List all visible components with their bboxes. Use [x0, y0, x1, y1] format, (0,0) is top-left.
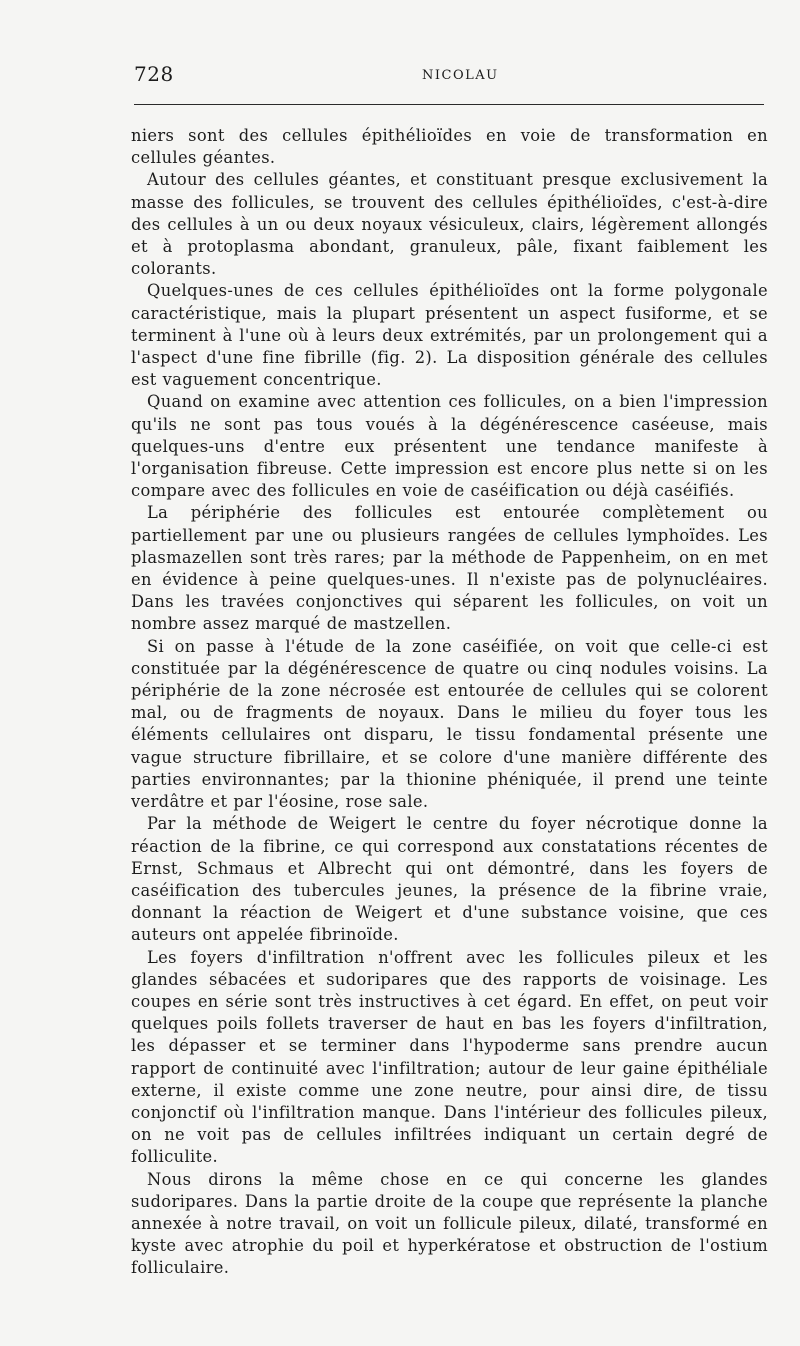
paragraph-5: La périphérie des follicules est entourée complètement ou partiellement par une ou plusieurs rangées de cellules lymphoïdes. Les plasmazellen sont très rares; par la méthode de Pappenheim, on en met en évidence à peine quelques-unes. Il n'existe pas de polynucléaires. Dans les travées conjonctives qui séparent les follicules, on voit un nombre assez marqué de mastzellen.: [131, 503, 768, 634]
page-number: 728: [134, 62, 174, 86]
paragraph-4: Quand on examine avec attention ces follicules, on a bien l'impression qu'ils ne sont pas tous voués à la dégénérescence caséeuse, mais quelques-uns d'entre eux présentent une tendance manifeste à l'organisation fibreuse. Cette impression est encore plus nette si on les compare avec des follicules en voie de caséification ou déjà caséifiés.: [131, 392, 768, 501]
header-rule: [134, 104, 764, 105]
running-head: NICOLAU: [422, 68, 499, 83]
paragraph-1: niers sont des cellules épithélioïdes en voie de transformation en cellules géantes.: [131, 126, 768, 168]
paragraph-3: Quelques-unes de ces cellules épithélioïdes ont la forme polygonale caractéristique, mais la plupart présentent un aspect fusiforme, et se terminent à l'une où à leurs deux extrémités, par un prolongement qui a l'aspect d'une fine fibrille (fig. 2). La disposition générale des cellules est vaguement concentrique.: [131, 281, 768, 390]
paragraph-7: Par la méthode de Weigert le centre du foyer nécrotique donne la réaction de la fibrine, ce qui correspond aux constatations récentes de Ernst, Schmaus et Albrecht qui ont démontré, dans les foyers de caséification des tubercules jeunes, la présence de la fibrine vraie, donnant la réaction de Weigert et d'une substance voisine, que ces auteurs ont appelée fibrinoïde.: [131, 814, 768, 945]
page-header: [134, 62, 764, 98]
paragraph-8: Les foyers d'infiltration n'offrent avec les follicules pileux et les glandes sébacées et sudoripares que des rapports de voisinage. Les coupes en série sont très instructives à cet égard. En effet, on peut voir quelques poils follets traverser de haut en bas les foyers d'infiltration, les dépasser et se terminer dans l'hypoderme sans prendre aucun rapport de continuité avec l'infiltration; autour de leur gaine épithéliale externe, il existe comme une zone neutre, pour ainsi dire, de tissu conjonctif où l'infiltration manque. Dans l'intérieur des follicules pileux, on ne voit pas de cellules infiltrées indiquant un certain degré de folliculite.: [131, 947, 768, 1167]
paragraph-2: Autour des cellules géantes, et constituant presque exclusivement la masse des follicules, se trouvent des cellules épithélioïdes, c'est-à-dire des cellules à un ou deux noyaux vésiculeux, clairs, légèrement allongés et à protoplasma abondant, granuleux, pâle, fixant faiblement les colorants.: [131, 170, 768, 279]
body-text: [131, 125, 768, 1280]
paragraph-9: Nous dirons la même chose en ce qui concerne les glandes sudoripares. Dans la partie droite de la coupe que représente la planche annexée à notre travail, on voit un follicule pileux, dilaté, transformé en kyste avec atrophie du poil et hyperkératose et obstruction de l'ostium folliculaire.: [131, 1169, 768, 1278]
paragraph-6: Si on passe à l'étude de la zone caséifiée, on voit que celle-ci est constituée par la dégénérescence de quatre ou cinq nodules voisins. La périphérie de la zone nécrosée est entourée de cellules qui se colorent mal, ou de fragments de noyaux. Dans le milieu du foyer tous les éléments cellulaires ont disparu, le tissu fondamental présente une vague structure fibrillaire, et se colore d'une manière différente des parties environnantes; par la thionine phéniquée, il prend une teinte verdâtre et par l'éosine, rose sale.: [131, 636, 768, 812]
